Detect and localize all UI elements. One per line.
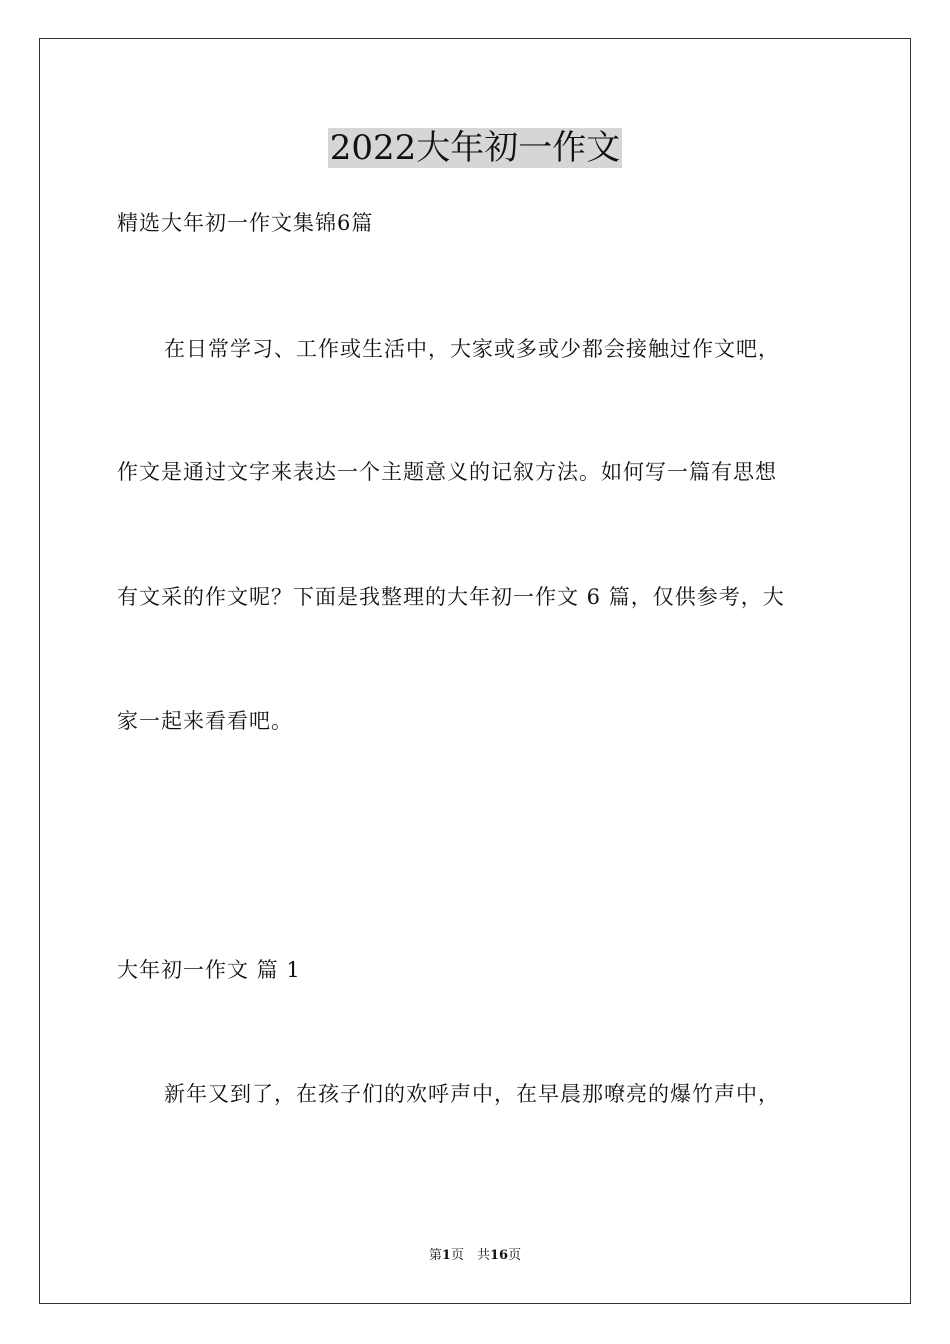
- footer-page-total: 16: [489, 1248, 509, 1263]
- document-title-text: 2022大年初一作文: [329, 128, 621, 168]
- page-footer: [0, 1246, 950, 1266]
- section-heading: 大年初一作文 篇 1: [117, 958, 301, 982]
- footer-page-mid: 页 共: [450, 1248, 490, 1263]
- footer-page-prefix: 第: [428, 1248, 442, 1263]
- intro-line-3: 有文采的作文呢？下面是我整理的大年初一作文 6 篇，仅供参考，大: [117, 585, 785, 609]
- document-title: [0, 124, 950, 172]
- section-line-1: 新年又到了，在孩子们的欢呼声中，在早晨那嘹亮的爆竹声中，: [164, 1082, 780, 1106]
- intro-line-1: 在日常学习、工作或生活中，大家或多或少都会接触过作文吧，: [164, 337, 780, 361]
- footer-page-suffix: 页: [508, 1248, 522, 1263]
- intro-line-2: 作文是通过文字来表达一个主题意义的记叙方法。如何写一篇有思想: [117, 460, 777, 484]
- document-subtitle: 精选大年初一作文集锦6篇: [117, 211, 374, 235]
- intro-line-4: 家一起来看看吧。: [117, 709, 293, 733]
- footer-page-current: 1: [441, 1248, 451, 1263]
